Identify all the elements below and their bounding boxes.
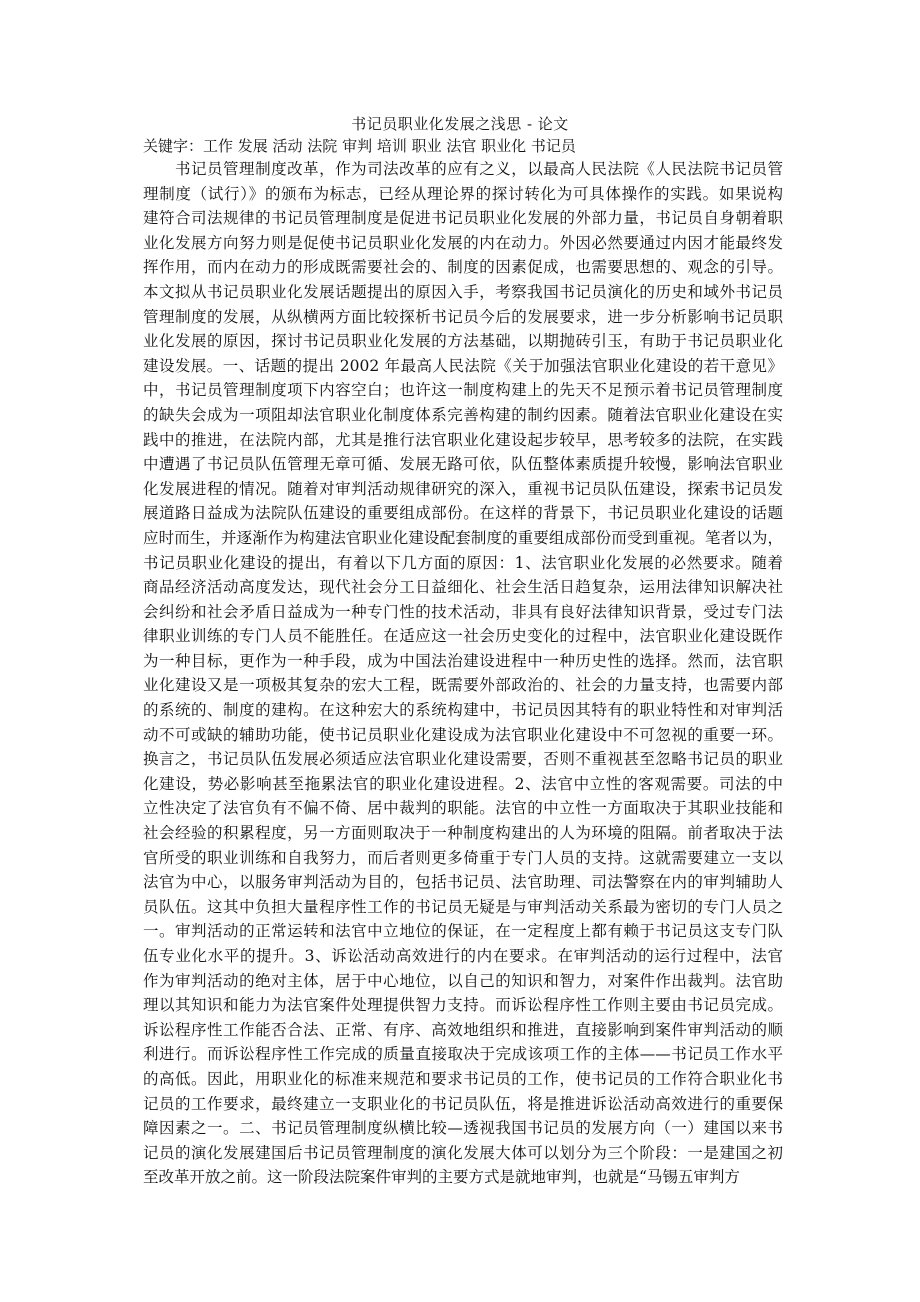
document-title: 书记员职业化发展之浅思 - 论文 bbox=[351, 115, 569, 133]
body-line: 书记员职业化建设的提出，有着以下几方面的原因：1、法官职业化发展的必然要求。随着 bbox=[143, 553, 783, 572]
body-line: 建设发展。一、话题的提出 2002 年最高人民法院《关于加强法官职业化建设的若干意见》 bbox=[143, 356, 783, 375]
body-line: 中遭遇了书记员队伍管理无章可循、发展无路可依，队伍整体素质提升较慢，影响法官职业 bbox=[143, 455, 783, 474]
body-line: 的缺失会成为一项阻却法官职业化制度体系完善构建的制约因素。随着法官职业化建设在实 bbox=[143, 405, 783, 424]
body-line: 商品经济活动高度发达，现代社会分工日益细化、社会生活日趋复杂，运用法律知识解决社 bbox=[143, 578, 783, 597]
body-line: 中，书记员管理制度项下内容空白；也许这一制度构建上的先天不足预示着书记员管理制度 bbox=[143, 381, 783, 400]
body-line: 伍专业化水平的提升。3、诉讼活动高效进行的内在要求。在审判活动的运行过程中，法官 bbox=[143, 947, 783, 965]
body-line: 记员的工作要求，最终建立一支职业化的书记员队伍，将是推进诉讼活动高效进行的重要保 bbox=[143, 1094, 783, 1113]
body-line: 展道路日益成为法院队伍建设的重要组成部份。在这样的背景下，书记员职业化建设的话题 bbox=[143, 504, 783, 523]
body-line: 利进行。而诉讼程序性工作完成的质量直接取决于完成该项工作的主体——书记员工作水平 bbox=[143, 1045, 783, 1064]
body-line: 本文拟从书记员职业化发展话题提出的原因入手，考察我国书记员演化的历史和域外书记员 bbox=[143, 282, 783, 301]
body-line: 的高低。因此，用职业化的标准来规范和要求书记员的工作，使书记员的工作符合职业化书 bbox=[143, 1069, 783, 1088]
body-line: 践中的推进，在法院内部，尤其是推行法官职业化建设起步较早，思考较多的法院，在实践 bbox=[143, 430, 783, 449]
body-line: 化发展进程的情况。随着对审判活动规律研究的深入，重视书记员队伍建设，探索书记员发 bbox=[143, 479, 783, 498]
body-line: 员队伍。这其中负担大量程序性工作的书记员无疑是与审判活动关系最为密切的专门人员之 bbox=[143, 897, 783, 916]
body-line: 律职业训练的专门人员不能胜任。在适应这一社会历史变化的过程中，法官职业化建设既作 bbox=[143, 627, 783, 646]
body-line: 书记员管理制度改革，作为司法改革的应有之义，以最高人民法院《人民法院书记员管 bbox=[175, 160, 783, 178]
body-line: 管理制度的发展，从纵横两方面比较探析书记员今后的发展要求，进一步分析影响书记员职 bbox=[143, 307, 783, 326]
body-line: 作为审判活动的绝对主体，居于中心地位，以自己的知识和智力，对案件作出裁判。法官助 bbox=[143, 971, 783, 990]
body-line: 应时而生，并逐渐作为构建法官职业化建设配套制度的重要组成部份而受到重视。笔者以为， bbox=[143, 528, 783, 547]
body-line: 法官为中心，以服务审判活动为目的，包括书记员、法官助理、司法警察在内的审判辅助人 bbox=[143, 873, 783, 892]
body-line: 为一种目标，更作为一种手段，成为中国法治建设进程中一种历史性的选择。然而，法官职 bbox=[143, 651, 783, 670]
body-line: 业化发展方向努力则是促使书记员职业化发展的内在动力。外因必然要通过内因才能最终发 bbox=[143, 233, 783, 252]
body-line: 理制度（试行）》的颁布为标志，已经从理论界的探讨转化为可具体操作的实践。如果说构 bbox=[143, 184, 783, 203]
body-line: 建符合司法规律的书记员管理制度是促进书记员职业化发展的外部力量，书记员自身朝着职 bbox=[143, 209, 783, 228]
body-line: 记员的演化发展建国后书记员管理制度的演化发展大体可以划分为三个阶段：一是建国之初 bbox=[143, 1143, 783, 1162]
body-line: 的系统的、制度的建构。在这种宏大的系统构建中，书记员因其特有的职业特性和对审判活 bbox=[143, 701, 783, 720]
body-line: 诉讼程序性工作能否合法、正常、有序、高效地组织和推进，直接影响到案件审判活动的顺 bbox=[143, 1020, 783, 1039]
body-line: 业化建设又是一项极其复杂的宏大工程，既需要外部政治的、社会的力量支持，也需要内部 bbox=[143, 676, 783, 695]
body-line: 换言之，书记员队伍发展必须适应法官职业化建设需要，否则不重视甚至忽略书记员的职业 bbox=[143, 750, 783, 769]
body-line: 化建设，势必影响甚至拖累法官的职业化建设进程。2、法官中立性的客观需要。司法的中 bbox=[143, 774, 783, 793]
body-line: 至改革开放之前。这一阶段法院案件审判的主要方式是就地审判，也就是“马锡五审判方 bbox=[143, 1168, 740, 1187]
body-line: 立性决定了法官负有不偏不倚、居中裁判的职能。法官的中立性一方面取决于其职业技能和 bbox=[143, 799, 783, 818]
body-line: 挥作用，而内在动力的形成既需要社会的、制度的因素促成，也需要思想的、观念的引导。 bbox=[143, 258, 783, 277]
body-text bbox=[143, 157, 783, 1190]
body-line: 业化发展的原因，探讨书记员职业化发展的方法基础，以期抛砖引玉，有助于书记员职业化 bbox=[143, 332, 783, 351]
body-line: 动不可或缺的辅助功能，使书记员职业化建设成为法官职业化建设中不可忽视的重要一环。 bbox=[143, 725, 783, 744]
body-line: 会纠纷和社会矛盾日益成为一种专门性的技术活动，非具有良好法律知识背景，受过专门法 bbox=[143, 602, 783, 621]
body-line: 理以其知识和能力为法官案件处理提供智力支持。而诉讼程序性工作则主要由书记员完成。 bbox=[143, 996, 783, 1015]
body-line: 一。审判活动的正常运转和法官中立地位的保证，在一定程度上都有赖于书记员这支专门队 bbox=[143, 922, 783, 941]
body-line: 障因素之一。二、书记员管理制度纵横比较—透视我国书记员的发展方向（一）建国以来书 bbox=[143, 1119, 783, 1138]
keywords-line: 关键字：工作 发展 活动 法院 审判 培训 职业 法官 职业化 书记员 bbox=[143, 137, 576, 155]
body-line: 官所受的职业训练和自我努力，而后者则更多倚重于专门人员的支持。这就需要建立一支以 bbox=[143, 848, 783, 867]
body-line: 社会经验的积累程度，另一方面则取决于一种制度构建出的人为环境的阻隔。前者取决于法 bbox=[143, 824, 783, 843]
